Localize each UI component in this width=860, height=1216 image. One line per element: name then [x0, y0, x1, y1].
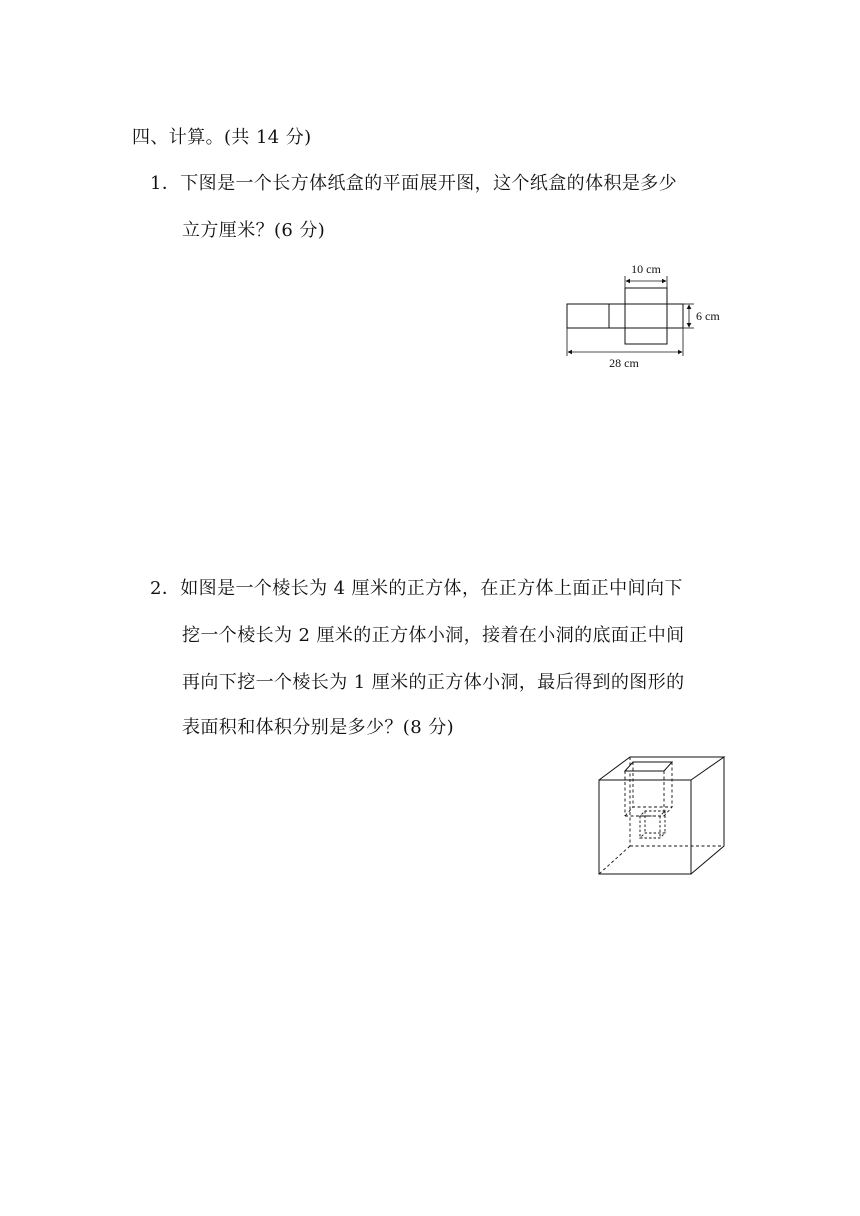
- question-1-line-2: 立方厘米？(6 分): [182, 220, 326, 241]
- question-2-line-2: 挖一个棱长为 2 厘米的正方体小洞，接着在小洞的底面正中间: [182, 625, 685, 646]
- net-center-face: [625, 304, 667, 328]
- box-net-figure: [560, 258, 740, 372]
- cube-with-holes-figure: [594, 754, 730, 878]
- net-middle-strip: [609, 304, 625, 328]
- cube-with-holes-diagram: [594, 754, 730, 878]
- question-2-line-3: 再向下挖一个棱长为 1 厘米的正方体小洞，最后得到的图形的: [182, 672, 685, 693]
- question-1-number: 1．: [150, 173, 181, 194]
- label-28cm: 28 cm: [609, 356, 639, 370]
- cube-right-face: [691, 757, 724, 874]
- question-1-line-1: [150, 172, 677, 196]
- net-right-face: [667, 304, 683, 328]
- box-net-diagram: [560, 258, 740, 372]
- question-2-text-1: 如图是一个棱长为 4 厘米的正方体，在正方体上面正中间向下: [180, 578, 683, 599]
- large-hole-opening: [625, 762, 672, 771]
- question-2-line-4: 表面积和体积分别是多少？(8 分): [182, 717, 455, 738]
- section-title: 四、计算。(共 14 分): [132, 127, 312, 148]
- net-top-face: [625, 288, 667, 304]
- small-hole-hidden-edges: [640, 811, 665, 838]
- question-2-number: 2．: [150, 578, 181, 599]
- net-left-face: [567, 304, 609, 328]
- label-6cm: 6 cm: [696, 309, 720, 323]
- question-1-text-1: 下图是一个长方体纸盒的平面展开图，这个纸盒的体积是多少: [180, 173, 678, 194]
- label-10cm: 10 cm: [631, 262, 661, 276]
- net-bottom-face: [625, 328, 667, 344]
- question-2-line-1: [150, 577, 683, 601]
